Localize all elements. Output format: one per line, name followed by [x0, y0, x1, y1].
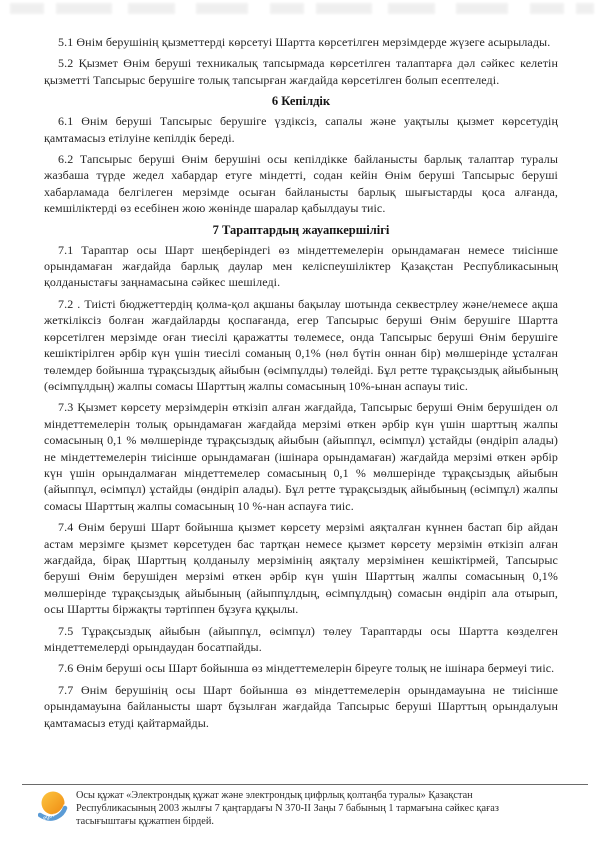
clause-7-2: 7.2 . Тиісті бюджеттердің қолма-қол ақшаны бақылау шотында секвестрлеу және/немесе ақша жеткіліксіз болған жағдайларды қоспағанда, егер Тапсырыс беруші Өнім берушіге Шартта көрсетілген мерзімде оған тиесілі қаражатты төлемесе, онда Тапсырыс беруші Өнім берушіге кешіктірілген әрбір күн үшін тиесілі соманың 0,1% (нөл бүтін оннан бір) мөлшерінде ұсталған төлемдер бойынша тұрақсыздық айыбын (өсімпұлды) төлейді. Бұл ретте тұрақсыздық айыбының (өсімпұлдың) жалпы сомасы Шарттың жалпы сомасының 10%-ынан аспауы тиіс. [44, 296, 558, 393]
esign-note: Осы құжат «Электрондық құжат және электрондық цифрлық қолтаңба туралы» Қазақстан Республикасының 2003 жылғы 7 қаңтардағы N 370-II Заңы 7 бабының 1 тармағына сәйкес қағаз тасығыштағы құжатпен бірдей. [76, 790, 499, 828]
clause-7-7: 7.7 Өнім берушінің осы Шарт бойынша өз міндеттемелерін орындамауына не тиісінше орындамауына байланысты шарт бұзылған жағдайда Тапсырыс беруші Шарттың орындалуын қамтамасыз етуді қайтармайды. [44, 682, 558, 730]
svg-text:egov: egov [42, 812, 56, 822]
cut-off-text-remnant [10, 3, 594, 14]
clause-6-2: 6.2 Тапсырыс беруші Өнім берушіні осы кепілдікке байланысты барлық талаптар туралы жазбаша түрде жедел хабардар етуге міндетті, содан кейін Өнім беруші Тапсырыс беруші хабарламада белгілеген мерзімде осыған байланысты барлық шығыстарды қоса алғанда, кемшіліктерді өз есебінен жою жөнінде шаралар қабылдауы тиіс. [44, 152, 558, 216]
clause-5-1: 5.1 Өнім берушінің қызметтерді көрсетуі Шартта көрсетілген мерзімдерде жүзеге асырылады. [58, 35, 551, 49]
clause-7-1: 7.1 Тараптар осы Шарт шеңберіндегі өз міндеттемелерін орындамаған немесе тиісінше орындамаған жағдайда барлық даулар мен келіспеушіліктер Қазақстан Республикасының қолданыстағы заңнамасына сәйкес шешіледі. [44, 242, 558, 290]
section-7-heading: 7 Тараптардың жауапкершілігі [212, 222, 390, 237]
esign-footer [22, 784, 588, 829]
clause-7-6: 7.6 Өнім беруші осы Шарт бойынша өз міндеттемелерін біреуге толық не ішінара бермеуі тиіс. [58, 661, 555, 676]
clause-7-3: 7.3 Қызмет көрсету мерзімдерін өткізіп алған жағдайда, Тапсырыс беруші Өнім берушіден ол міндеттемелерін толық орындамаған жағдайда мерзімі өткен әрбір күн үшін шарттың жалпы сомасының 0,1 % мөлшерінде тұрақсыздық айыбын (айыппұл, өсімпұл) ұстайды (өндіріп алады) не міндеттемелерін тиісінше орындамаған (ішінара орындамаған) жағдайда мерзімі өткен әрбір күн үшін орындалмаған міндеттемелер сомасының 0,1 % мөлшерінде тұрақсыздық айыбын (айыппұл, өсімпұл) ұстайды (өндіріп алады). Бұл ретте тұрақсыздық айыбының (өсімпұл) жалпы сомасы Шарттың жалпы сомасының 10 %-нан аспауға тиіс. [44, 400, 558, 513]
clause-7-5: 7.5 Тұрақсыздық айыбын (айыппұл, өсімпұл) төлеу Тараптарды осы Шартта көзделген міндеттемелерді орындаудан босатпайды. [44, 623, 558, 654]
contract-body [44, 34, 558, 736]
clause-7-4: 7.4 Өнім беруші Шарт бойынша қызмет көрсету мерзімі аяқталған күннен бастап бір айдан астам мерзімге қызмет көрсетуден бас тартқан немесе қызмет көрсету мерзімін өткізіп алған жағдайда, бірақ Шарттың қолданылу мерзімінің аяқталу мерзімінен кешіктірмей, Тапсырыс беруші Өнім берушіден мерзімі өткен әрбір күн үшін Шарттың жалпы сомасының 0,1% мөлшерінде тұрақсыздық айыбының (айыппұлдың, өсімпұлдың) сомасын өндіріп ала отырып, осы Шартты біржақты тәртіппен бұзуға құқылы. [44, 520, 558, 617]
clause-6-1: 6.1 Өнім беруші Тапсырыс берушіге үздіксіз, сапалы және уақтылы қызмет көрсетудің қамтамасыз етілуіне кепілдік береді. [44, 114, 558, 145]
section-6-heading: 6 Кепілдік [271, 94, 331, 109]
clause-5-2: 5.2 Қызмет Өнім беруші техникалық тапсырмада көрсетілген талаптарға дәл сәйкес келетін қызметті Тапсырыс берушіге толық тапсырған жағдайда көрсетілген болып есептеледі. [44, 56, 558, 87]
egov-logo [38, 790, 68, 824]
